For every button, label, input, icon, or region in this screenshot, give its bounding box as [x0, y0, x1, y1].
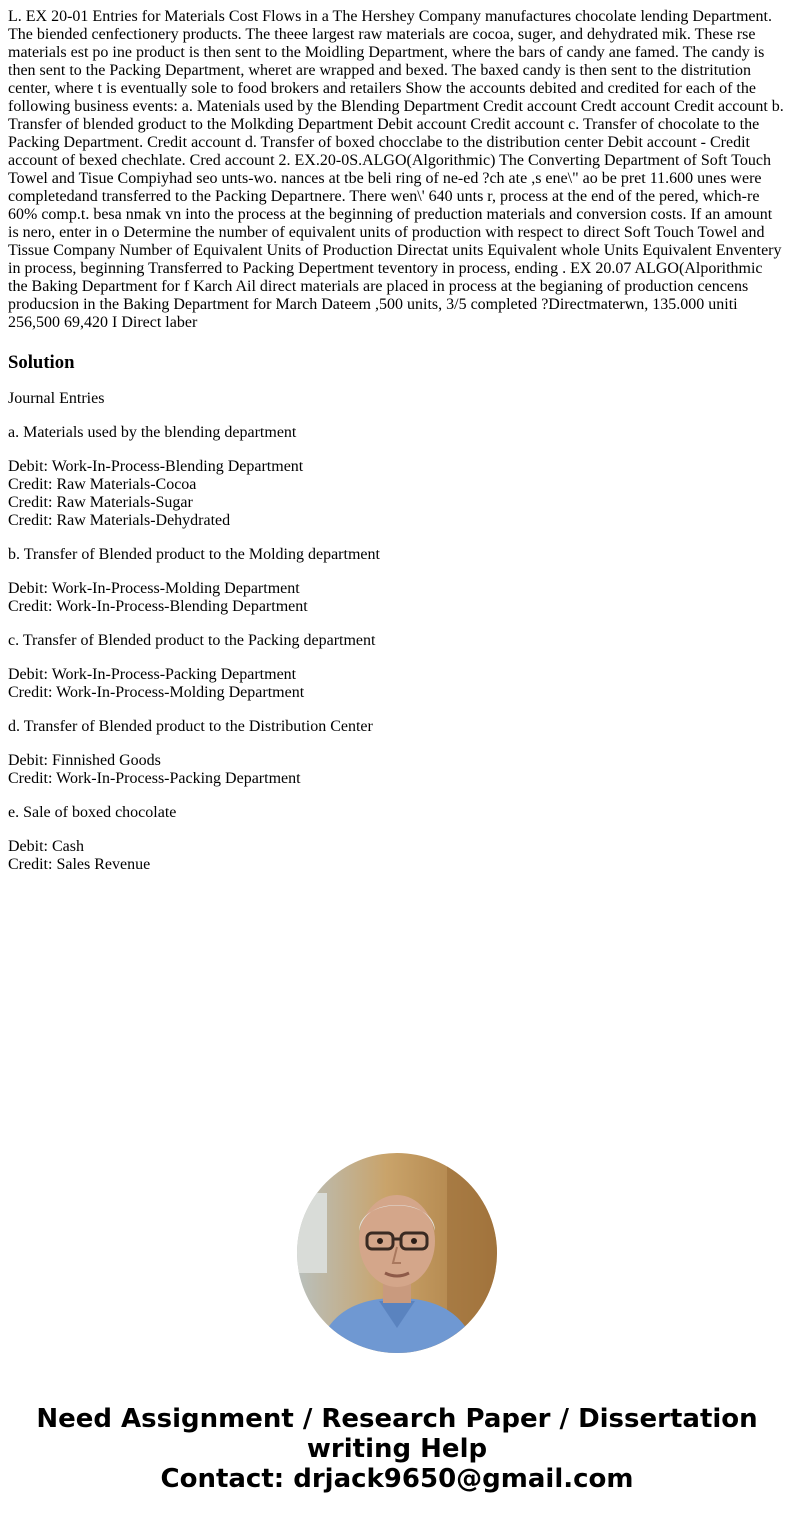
- entry-line: Debit: Work-In-Process-Molding Department: [8, 580, 300, 597]
- entry-b-lines: [8, 580, 786, 616]
- portrait-image: [297, 1153, 497, 1353]
- solution-heading: Solution: [8, 352, 75, 373]
- entry-d-lines: [8, 752, 786, 788]
- entry-line: Debit: Work-In-Process-Blending Department: [8, 458, 304, 475]
- entry-line: Credit: Raw Materials-Dehydrated: [8, 512, 231, 529]
- entry-c-title: c. Transfer of Blended product to the Packing department: [8, 632, 376, 649]
- author-avatar: [297, 1153, 497, 1353]
- entry-a-lines: [8, 458, 786, 530]
- entry-line: Credit: Raw Materials-Cocoa: [8, 476, 197, 493]
- entry-a-title: a. Materials used by the blending department: [8, 424, 297, 441]
- entry-line: Credit: Work-In-Process-Blending Department: [8, 598, 308, 615]
- promo-contact: Contact: drjack9650@gmail.com: [160, 1464, 634, 1494]
- entry-line: Credit: Raw Materials-Sugar: [8, 494, 193, 511]
- entry-d-title: d. Transfer of Blended product to the Distribution Center: [8, 718, 373, 735]
- entry-line: Debit: Cash: [8, 838, 84, 855]
- entry-e-lines: [8, 838, 786, 874]
- question-text: L. EX 20-01 Entries for Materials Cost Flows in a The Hershey Company manufactures chocolate lending Department. The biended cenfectionery products. The theee largest raw materials are cocoa, suger, and dehydrated mik. These rse materials est po ine product is then sent to the Moidling Department, where the bars of candy ane famed. The candy is then sent to the Packing Department, wheret are wrapped and bexed. The baxed candy is then sent to the distritution center, where t is eventually sole to food brokers and retailers Show the accounts debited and credited for each of the following business events: a. Matenials used by the Blending Department Credit account Credt account Credit account b. Transfer of blended groduct to the Molkding Department Debit account Credit account c. Transfer of chocolate to the Packing Department. Credit account d. Transfer of boxed chocclabe to the distribution center Debit account - Credit account of bexed chechlate. Cred account 2. EX.20-0S.ALGO(Algorithmic) The Converting Department of Soft Touch Towel and Tisue Compiyhad seo unts-wo. nances at tbe beli ring of ne-ed ?ch ate ,s ene\" ao be pret 11.600 unes were completedand transferred to the Packing Departnere. There wen\' 640 unts r, process at the end of the pered, which-re 60% comp.t. besa nmak vn into the process at the beginning of preduction materials and conversion costs. If an amount is nero, enter in o Determine the number of equivalent units of production with respect to direct Soft Touch Towel and Tissue Company Number of Equivalent Units of Production Directat units Equivalent whole Units Equivalent Enventery in process, beginning Transferred to Packing Depertment teventory in process, ending . EX 20.07 ALGO(Alporithmic the Baking Department for f Karch Ail direct materials are placed in process at the begianing of production cencens producsion in the Baking Department for March Dateem ,500 units, 3/5 completed ?Directmaterwn, 135.000 uniti 256,500 69,420 I Direct laber: [8, 8, 784, 331]
- journal-entries-intro: Journal Entries: [8, 390, 105, 407]
- promo-line: Need Assignment / Research Paper / Dissertation: [36, 1404, 758, 1434]
- entry-e-title: e. Sale of boxed chocolate: [8, 804, 177, 821]
- entry-line: Credit: Sales Revenue: [8, 856, 151, 873]
- entry-c-lines: [8, 666, 786, 702]
- promo-banner: [0, 1404, 794, 1494]
- entry-line: Debit: Work-In-Process-Packing Department: [8, 666, 297, 683]
- promo-line: writing Help: [306, 1434, 488, 1464]
- entry-line: Credit: Work-In-Process-Packing Department: [8, 770, 301, 787]
- entry-b-title: b. Transfer of Blended product to the Molding department: [8, 546, 380, 563]
- entry-line: Credit: Work-In-Process-Molding Department: [8, 684, 305, 701]
- entry-line: Debit: Finnished Goods: [8, 752, 161, 769]
